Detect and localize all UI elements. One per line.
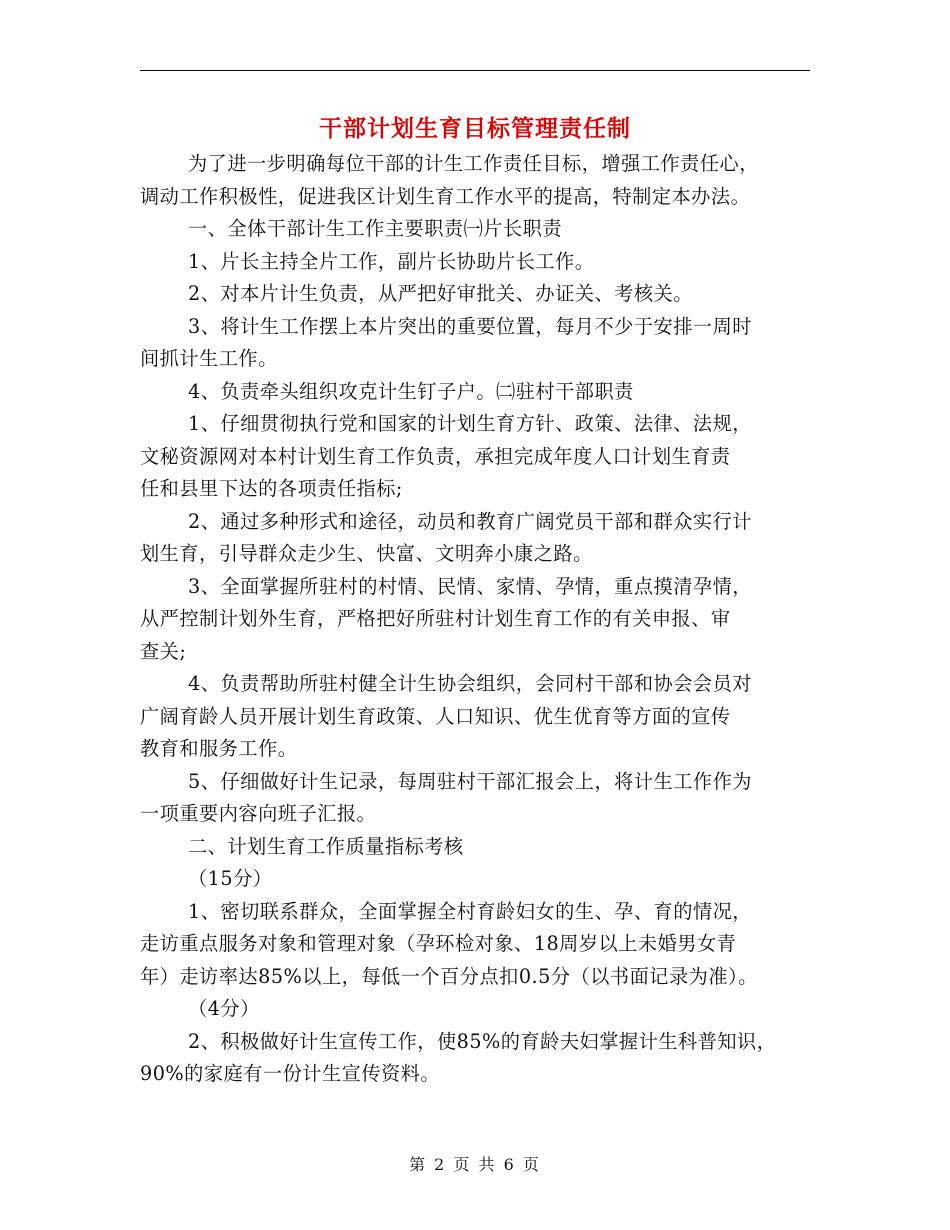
- body-line: 4、负责牵头组织攻克计生钉子户。㈡驻村干部职责: [188, 379, 634, 403]
- body-line: 一项重要内容向班子汇报。: [140, 802, 377, 825]
- body-line: 调动工作积极性，促进我区计划生育工作水平的提高，特制定本办法。: [140, 184, 751, 208]
- document-title: 干部计划生育目标管理责任制: [319, 116, 631, 142]
- body-line: 2、通过多种形式和途径，动员和教育广阔党员干部和群众实行计: [188, 509, 752, 533]
- body-line: 4、负责帮助所驻村健全计生协会组织，会同村干部和协会会员对: [188, 672, 752, 695]
- body-line: 3、全面掌握所驻村的村情、民情、家情、孕情，重点摸清孕情，: [188, 574, 752, 598]
- body-line: 1、仔细贯彻执行党和国家的计划生育方针、政策、法律、法规，: [188, 412, 752, 435]
- body-line: 90%的家庭有一份计生宣传资料。: [140, 1062, 441, 1085]
- body-line: 查关;: [140, 639, 187, 663]
- body-line: 间抓计生工作。: [140, 347, 278, 370]
- body-line: 为了进一步明确每位干部的计生工作责任目标，增强工作责任心，: [188, 152, 759, 175]
- body-line: （15分）: [188, 867, 273, 890]
- body-line: 从严控制计划外生育，严格把好所驻村计划生育工作的有关申报、审: [140, 607, 731, 630]
- body-line: 广阔育龄人员开展计划生育政策、人口知识、优生优育等方面的宣传: [140, 704, 731, 728]
- body-line: 任和县里下达的各项责任指标;: [140, 477, 403, 500]
- body-line: 文秘资源网对本村计划生育工作负责，承担完成年度人口计划生育责: [140, 444, 731, 468]
- body-line: 走访重点服务对象和管理对象（孕环检对象、18周岁以上未婚男女青: [140, 932, 737, 955]
- body-line: 3、将计生工作摆上本片突出的重要位置，每月不少于安排一周时: [188, 314, 752, 338]
- body-line: 2、对本片计生负责，从严把好审批关、办证关、考核关。: [188, 282, 693, 305]
- page-footer: 第 2 页 共 6 页: [409, 1155, 541, 1174]
- body-line: （4分）: [188, 997, 260, 1020]
- body-line: 2、积极做好计生宣传工作，使85%的育龄夫妇掌握计生科普知识，: [188, 1029, 777, 1053]
- document-body: [140, 148, 812, 1091]
- body-line: 5、仔细做好计生记录，每周驻村干部汇报会上，将计生工作作为: [188, 769, 752, 793]
- body-line: 1、片长主持全片工作，副片长协助片长工作。: [188, 249, 595, 273]
- body-line: 二、计划生育工作质量指标考核: [188, 834, 464, 858]
- body-line: 划生育，引导群众走少生、快富、文明奔小康之路。: [140, 542, 593, 565]
- body-line: 教育和服务工作。: [140, 737, 298, 760]
- body-line: 一、全体干部计生工作主要职责㈠片长职责: [188, 217, 563, 240]
- body-line: 年）走访率达85%以上，每低一个百分点扣0.5分（以书面记录为准）。: [140, 964, 758, 988]
- body-line: 1、密切联系群众，全面掌握全村育龄妇女的生、孕、育的情况，: [188, 899, 752, 923]
- header-rule: [140, 70, 810, 71]
